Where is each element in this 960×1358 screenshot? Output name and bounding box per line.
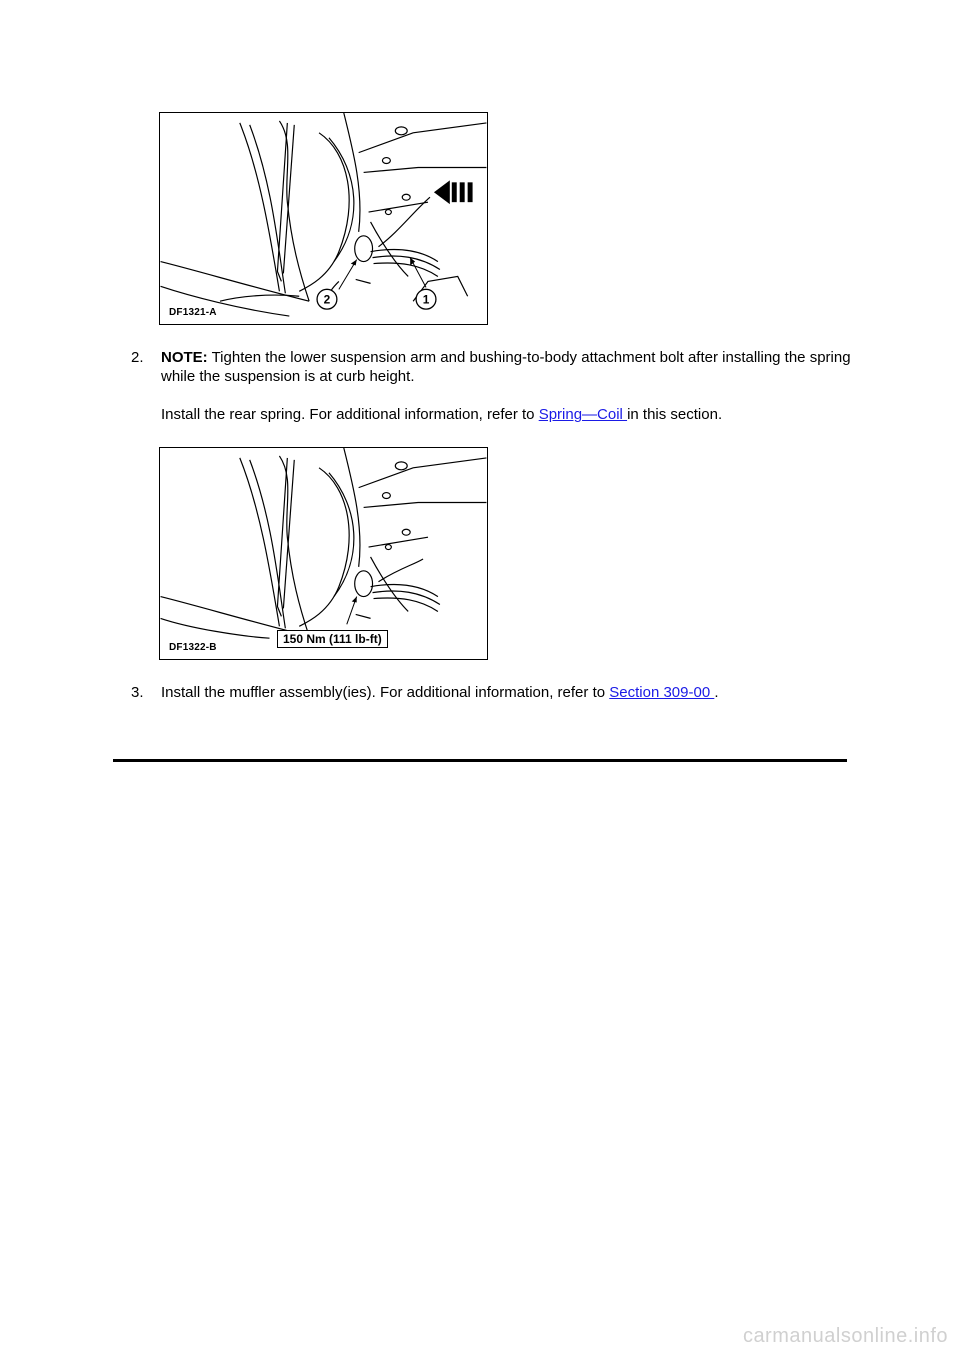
instruction-paragraph (161, 405, 851, 424)
instruction-text: Install the rear spring. For additional information, refer to (161, 406, 539, 423)
suspension-drawing-1 (160, 113, 487, 324)
watermark-logo: carmanualsonline.info (742, 1325, 948, 1347)
instruction-text-after: . (714, 684, 719, 701)
illustration-df1321-a (159, 112, 488, 325)
instruction-text-after: in this section. (627, 406, 723, 423)
illustration-df1322-b (159, 447, 488, 660)
instruction-text: Install the muffler assembly(ies). For additional information, refer to (161, 684, 610, 701)
torque-spec-label: 150 Nm (111 lb-ft) (277, 630, 388, 648)
spring-coil-link[interactable]: Spring—Coil (538, 406, 628, 423)
note-label: NOTE: (161, 349, 208, 366)
note-text: Tighten the lower suspension arm and bushing-to-body attachment bolt after installing the spring while the suspension is at curb height. (161, 349, 851, 385)
section-309-00-link[interactable]: Section 309-00 (609, 684, 715, 701)
figure-id: DF1322-B (169, 642, 217, 653)
callout-1: 1 (422, 292, 430, 307)
note-paragraph (161, 348, 851, 386)
figure-id: DF1321-A (169, 307, 217, 318)
suspension-drawing-2 (160, 448, 487, 659)
callout-2: 2 (323, 292, 331, 307)
section-divider (113, 759, 847, 762)
instruction-paragraph (161, 683, 851, 702)
step-number: 2. (131, 349, 144, 366)
step-number: 3. (131, 684, 144, 701)
